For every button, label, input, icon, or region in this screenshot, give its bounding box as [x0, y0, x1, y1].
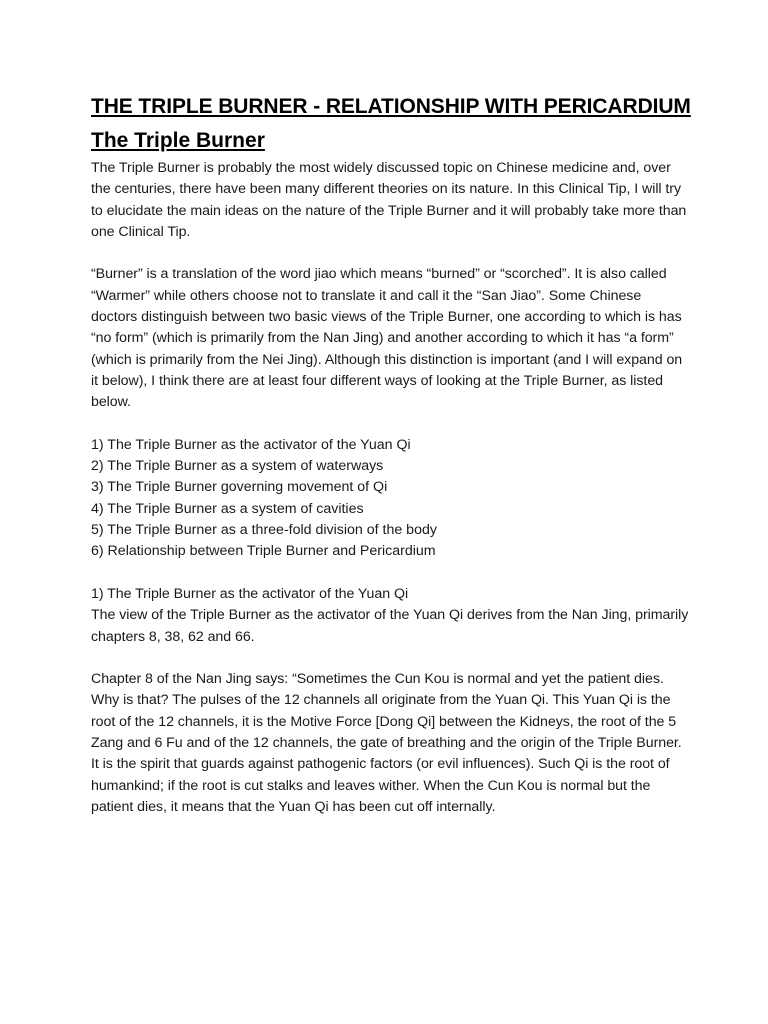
intro-paragraph: The Triple Burner is probably the most widely discussed topic on Chinese medicine and, over the centuries, there have been many different theories on its nature. In this Clinical Tip, I will try to elucidate the main ideas on the nature of the Triple Burner and it will probably take more than one Clinical Tip. — [91, 160, 687, 240]
burner-paragraph: “Burner” is a translation of the word jiao which means “burned” or “scorched”. It is also called “Warmer” while others choose not to translate it and call it the “San Jiao”. Some Chinese doctors distinguish between two basic views of the Triple Burner, one according to which is has “no form” (which is primarily from the Nan Jing) and another according to which it has “a form” (which is primarily from the Nei Jing). Although this distinction is important (and I will expand on it below), I think there are at least four different ways of looking at the Triple Burner, as listed below. — [91, 266, 683, 411]
list-item: 6) Relationship between Triple Burner and Pericardium — [91, 543, 436, 560]
list-item: 5) The Triple Burner as a three-fold division of the body — [91, 522, 437, 539]
list-item: 1) The Triple Burner as the activator of the Yuan Qi — [91, 436, 411, 453]
section-heading: 1) The Triple Burner as the activator of the Yuan Qi — [91, 585, 409, 602]
views-list — [91, 435, 691, 563]
list-item: 3) The Triple Burner governing movement of Qi — [91, 479, 388, 496]
nan-jing-quote: Chapter 8 of the Nan Jing says: “Sometimes the Cun Kou is normal and yet the patient dies. Why is that? The pulses of the 12 channels all originate from the Yuan Qi. This Yuan Qi is the root of the 12 channels, it is the Motive Force [Dong Qi] between the Kidneys, the root of the 5 Zang and 6 Fu and of the 12 channels, the gate of breathing and the origin of the Triple Burner. It is the spirit that guards against pathogenic factors (or evil influences). Such Qi is the root of humankind; if the root is cut stalks and leaves wither. When the Cun Kou is normal but the patient dies, it means that the Yuan Qi has been cut off internally. — [91, 671, 682, 815]
list-item: 4) The Triple Burner as a system of cavities — [91, 500, 364, 517]
section-intro: The view of the Triple Burner as the activator of the Yuan Qi derives from the Nan Jing, primarily chapters 8, 38, 62 and 66. — [91, 607, 689, 645]
document-title: THE TRIPLE BURNER - RELATIONSHIP WITH PERICARDIUM — [91, 95, 691, 118]
section-yuan-qi — [91, 584, 691, 818]
document-page — [91, 91, 691, 818]
list-item: 2) The Triple Burner as a system of waterways — [91, 458, 384, 475]
section-title: The Triple Burner — [91, 129, 265, 152]
